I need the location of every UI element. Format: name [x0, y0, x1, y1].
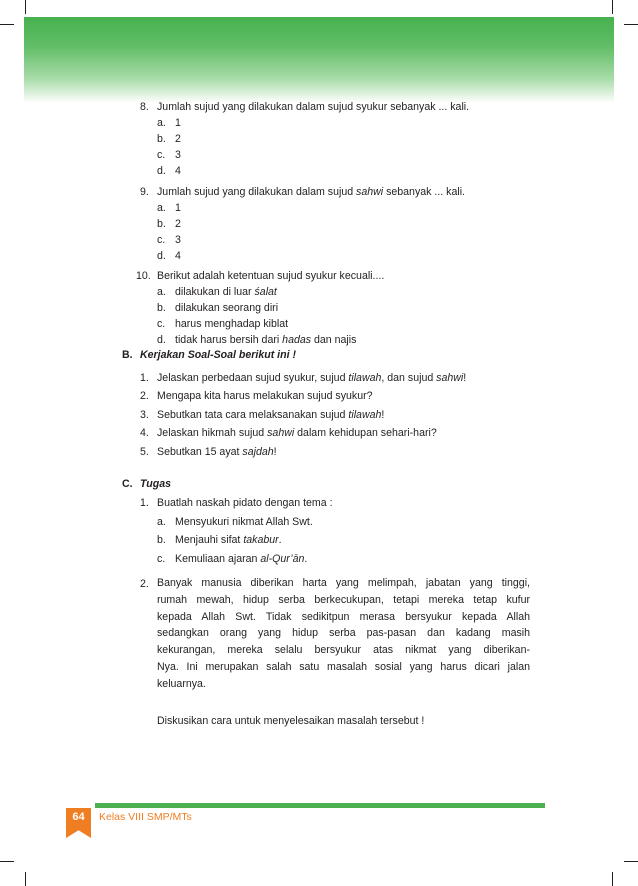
section-letter: C.: [122, 478, 133, 490]
option-text: 1: [175, 202, 181, 214]
page-number: 64: [72, 811, 85, 823]
text-run: Jelaskan hikmah sujud: [157, 427, 268, 439]
text-run: .: [304, 553, 308, 565]
item-text: [157, 408, 384, 422]
paragraph-line: Banyak manusia diberikan harta yang melimpah, jabatan yang tinggi,: [157, 577, 530, 589]
paragraph-line: kekurangan, mereka selalu bersyukur atas nikmat yang diberikan-: [157, 644, 530, 657]
text-run: .: [278, 534, 282, 546]
text-run: dan najis: [311, 334, 357, 346]
italic-term: hadas: [282, 334, 312, 346]
option-letter: c.: [157, 318, 166, 330]
italic-term: tilawah: [348, 372, 382, 384]
crop-mark: [0, 24, 14, 25]
crop-mark: [25, 872, 26, 886]
option-text: dilakukan seorang diri: [175, 302, 279, 314]
question-text: Berikut adalah ketentuan sujud syukur kecuali....: [157, 270, 385, 282]
section-letter: B.: [122, 349, 133, 361]
option-text: 3: [175, 234, 181, 246]
paragraph: [157, 575, 530, 693]
text-run: Menjauhi sifat: [175, 534, 244, 546]
item-text: Buatlah naskah pidato dengan tema :: [157, 497, 333, 509]
crop-mark: [25, 0, 26, 14]
question-text: [157, 185, 465, 199]
option-letter: d.: [157, 165, 166, 177]
option-letter: c.: [157, 149, 166, 161]
option-text: [175, 533, 282, 547]
text-run: sebanyak ... kali.: [383, 186, 465, 198]
paragraph-line: sedangkan orang yang hidup serba pas-pasan dan kadang masih: [157, 627, 530, 640]
text-run: !: [463, 372, 467, 384]
option-text: 4: [175, 250, 181, 262]
item-number: 1.: [140, 497, 149, 509]
item-number: 3.: [140, 409, 149, 421]
paragraph-line: keluarnya.: [157, 677, 206, 690]
paragraph-line: kepada Allah Swt. Tidak sedikitpun merasa bersyukur kepada Allah: [157, 610, 530, 623]
italic-term: takabur: [243, 534, 279, 546]
item-text: [157, 445, 277, 459]
option-text: 2: [175, 218, 181, 230]
option-text: 3: [175, 149, 181, 161]
option-letter: d.: [157, 250, 166, 262]
text-run: dilakukan di luar: [175, 286, 255, 298]
section-title: Tugas: [140, 478, 172, 490]
italic-term: śalat: [254, 286, 277, 298]
item-text: [157, 371, 466, 385]
option-text: Mensyukuri nikmat Allah Swt.: [175, 516, 313, 528]
option-letter: a.: [157, 117, 166, 129]
section-title: Kerjakan Soal-Soal berikut ini !: [140, 349, 297, 361]
italic-term: sahwi: [356, 186, 384, 198]
item-text: [157, 426, 437, 440]
item-number: 4.: [140, 427, 149, 439]
text-run: !: [273, 446, 277, 458]
option-letter: b.: [157, 302, 166, 314]
item-number: 1.: [140, 372, 149, 384]
text-run: Sebutkan 15 ayat: [157, 446, 243, 458]
crop-mark: [612, 872, 613, 886]
italic-term: sajdah: [242, 446, 274, 458]
footer-label: Kelas VIII SMP/MTs: [99, 811, 192, 823]
text-run: tidak harus bersih dari: [175, 334, 283, 346]
paragraph-line: Nya. Ini merupakan salah satu masalah sosial yang harus dicari jalan: [157, 660, 530, 673]
option-text: 4: [175, 165, 181, 177]
closing-text: Diskusikan cara untuk menyelesaikan masalah tersebut !: [157, 715, 425, 727]
item-number: 2.: [140, 578, 149, 590]
question-number: 10.: [136, 270, 151, 282]
option-letter: a.: [157, 286, 166, 298]
text-run: dalam kehidupan sehari-hari?: [294, 427, 437, 439]
question-number: 9.: [140, 186, 149, 198]
text-run: !: [381, 409, 385, 421]
option-letter: c.: [157, 234, 166, 246]
option-letter: c.: [157, 553, 166, 565]
footer-bar: [95, 803, 545, 808]
italic-term: sahwi: [436, 372, 464, 384]
option-text: [175, 285, 277, 299]
italic-term: tilawah: [348, 409, 382, 421]
italic-term: sahwi: [267, 427, 295, 439]
question-text: Jumlah sujud yang dilakukan dalam sujud syukur sebanyak ... kali.: [157, 101, 470, 113]
option-letter: a.: [157, 202, 166, 214]
option-letter: b.: [157, 218, 166, 230]
crop-mark: [624, 24, 638, 25]
option-text: harus menghadap kiblat: [175, 318, 289, 330]
option-letter: b.: [157, 534, 166, 546]
option-text: [175, 333, 356, 347]
text-run: Kemuliaan ajaran: [175, 553, 261, 565]
text-run: Sebutkan tata cara melaksanakan sujud: [157, 409, 349, 421]
text-run: , dan sujud: [381, 372, 437, 384]
option-letter: d.: [157, 334, 166, 346]
text-run: Jumlah sujud yang dilakukan dalam sujud: [157, 186, 357, 198]
crop-mark: [612, 0, 613, 14]
option-letter: a.: [157, 516, 166, 528]
item-number: 2.: [140, 390, 149, 402]
crop-mark: [624, 861, 638, 862]
paragraph-line: rumah mewah, hidup serba berkecukupan, tetapi mereka tetap kufur: [157, 593, 530, 606]
option-text: 2: [175, 133, 181, 145]
italic-term: al-Qur’ān: [260, 553, 305, 565]
item-text: Mengapa kita harus melakukan sujud syukur?: [157, 390, 373, 402]
question-number: 8.: [140, 101, 149, 113]
item-number: 5.: [140, 446, 149, 458]
option-text: [175, 552, 307, 566]
option-text: 1: [175, 117, 181, 129]
header-band: [24, 17, 614, 103]
text-run: Jelaskan perbedaan sujud syukur, sujud: [157, 372, 349, 384]
option-letter: b.: [157, 133, 166, 145]
crop-mark: [0, 861, 14, 862]
